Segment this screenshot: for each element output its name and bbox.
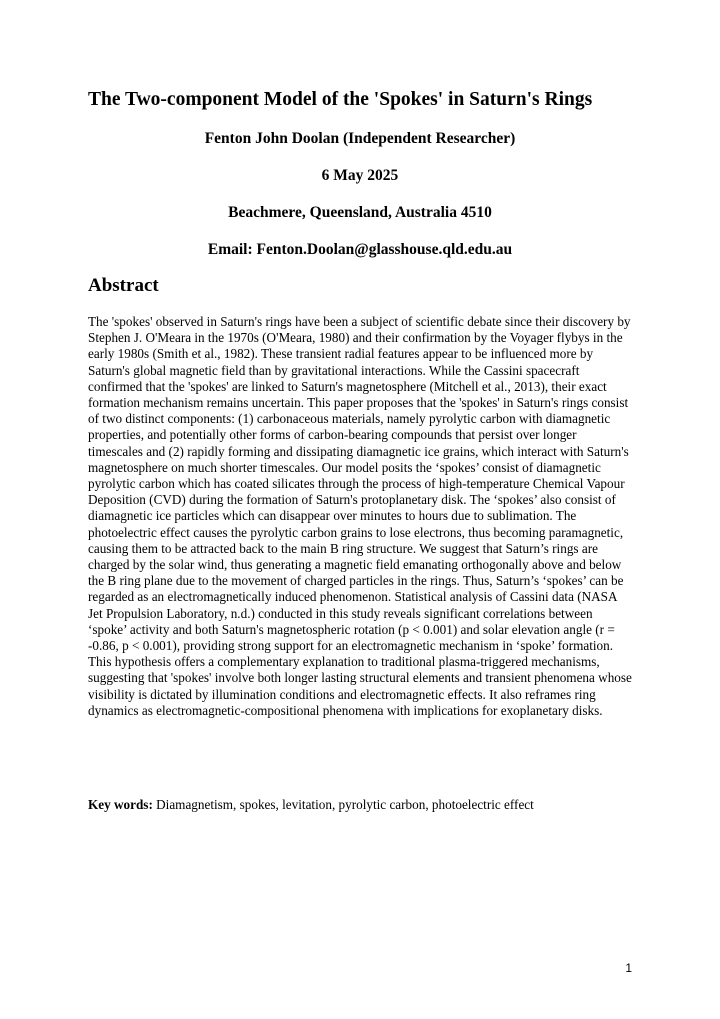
paper-title: The Two-component Model of the 'Spokes' in Saturn's Rings bbox=[88, 89, 593, 110]
keywords-text: Diamagnetism, spokes, levitation, pyrolytic carbon, photoelectric effect bbox=[152, 797, 534, 812]
abstract-heading: Abstract bbox=[88, 275, 159, 296]
publication-date: 6 May 2025 bbox=[321, 167, 399, 184]
keywords bbox=[88, 797, 633, 813]
author-line: Fenton John Doolan (Independent Researcher) bbox=[204, 130, 516, 147]
abstract-text: The 'spokes' observed in Saturn's rings have been a subject of scientific debate since their discovery by Stephen J. O'Meara in the 1970s (O'Meara, 1980) and their confirmation by the Voyager flybys in the early 1980s (Smith et al., 1982). These transient radial features appear to be influenced more by Saturn's global magnetic field than by gravitational interactions. While the Cassini spacecraft confirmed that the 'spokes' are linked to Saturn's magnetosphere (Mitchell et al., 2013), their exact formation mechanism remains uncertain. This paper proposes that the 'spokes' in Saturn's rings consist of two distinct components: (1) carbonaceous materials, namely pyrolytic carbon with diamagnetic properties, and potentially other forms of carbon-bearing compounds that persist over longer timescales and (2) rapidly forming and dissipating diamagnetic ice grains, which interact with Saturn's magnetosphere on much shorter timescales. Our model posits the ‘spokes’ consist of diamagnetic pyrolytic carbon which has coated silicates through the process of high-temperature Chemical Vapour Deposition (CVD) during the formation of Saturn's protoplanetary disk. The ‘spokes’ also consist of diamagnetic ice particles which can disappear over minutes to hours due to sublimation. The photoelectric effect causes the pyrolytic carbon grains to lose electrons, thus becoming paramagnetic, causing them to be attracted back to the main B ring structure. We suggest that Saturn’s rings are charged by the solar wind, thus generating a magnetic field emanating orthogonally above and below the B ring plane due to the movement of charged particles in the rings. Thus, Saturn’s ‘spokes’ can be regarded as an electromagnetically induced phenomenon. Statistical analysis of Cassini data (NASA Jet Propulsion Laboratory, n.d.) conducted in this study reveals significant correlations between ‘spoke’ activity and both Saturn's magnetospheric rotation (p < 0.001) and solar elevation angle (r = -0.86, p < 0.001), providing strong support for an electromagnetic mechanism in ‘spoke’ formation. This hypothesis offers a complementary explanation to traditional plasma-triggered mechanisms, suggesting that 'spokes' involve both longer lasting structural elements and transient phenomena whose visibility is dictated by illumination conditions and electromagnetic effects. It also reframes ring dynamics as electromagnetic-compositional phenomena with implications for exoplanetary disks. bbox=[88, 314, 632, 718]
keywords-label: Key words: bbox=[88, 797, 153, 812]
author-location: Beachmere, Queensland, Australia 4510 bbox=[228, 204, 492, 221]
page-number: 1 bbox=[625, 961, 632, 975]
author-email: Email: Fenton.Doolan@glasshouse.qld.edu.au bbox=[207, 241, 513, 258]
